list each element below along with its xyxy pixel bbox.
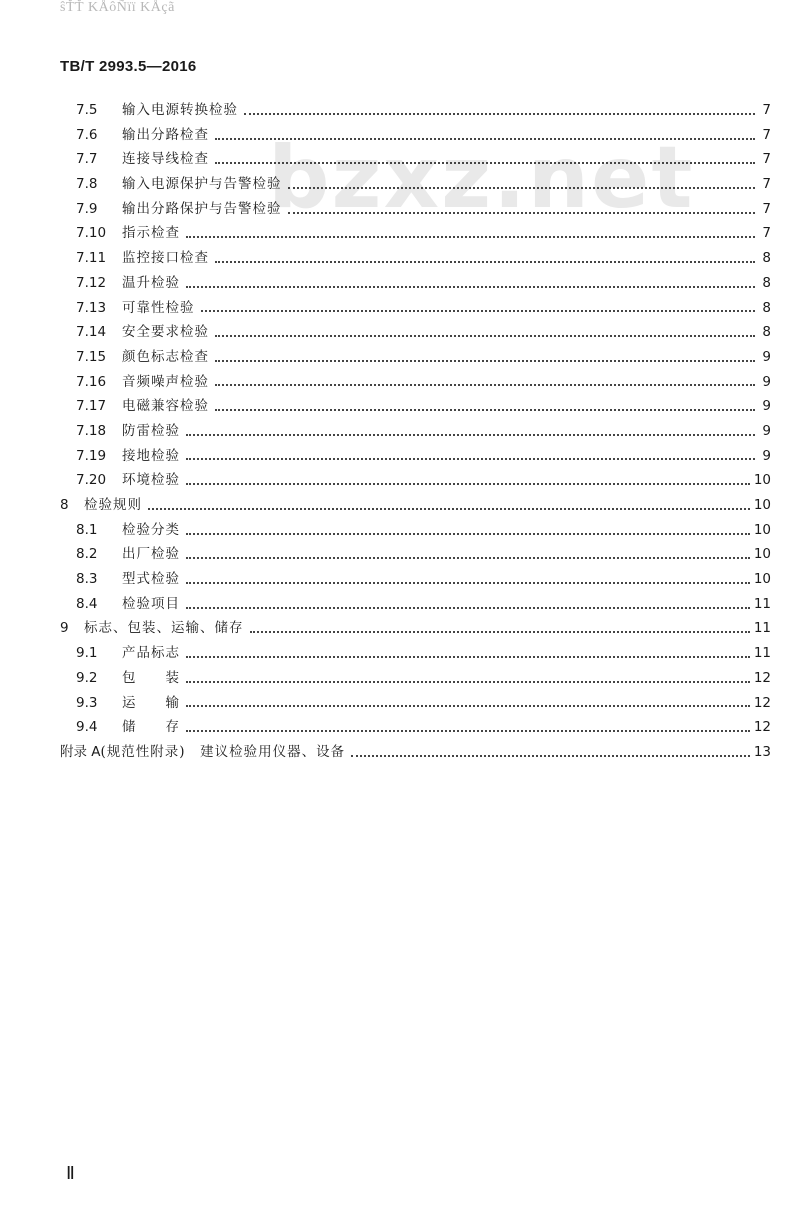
toc-entry-title: 输出分路保护与告警检验 (122, 200, 282, 217)
toc-entry-title: 电磁兼容检验 (122, 398, 209, 415)
toc-entry-title: 出厂检验 (122, 546, 180, 563)
toc-entry[interactable] (0, 394, 800, 419)
toc-entry-page: 7 (762, 225, 771, 242)
toc-entry-number: 7.18 (76, 422, 107, 439)
toc-entry[interactable] (0, 542, 800, 567)
toc-dot-leader (186, 606, 750, 609)
toc-dot-leader (186, 433, 755, 436)
toc-entry-title: 防雷检验 (122, 422, 180, 439)
toc-entry[interactable] (0, 493, 800, 518)
toc-entry-number: 7.20 (76, 472, 107, 489)
toc-entry-title: 连接导线检查 (122, 151, 209, 168)
toc-entry-title: 音频噪声检验 (122, 373, 209, 390)
toc-dot-leader (215, 161, 755, 164)
toc-entry-title: 指示检查 (122, 225, 180, 242)
toc-entry-number: 8.4 (76, 595, 98, 612)
toc-dot-leader (186, 655, 750, 658)
toc-entry-number: 9.4 (76, 719, 98, 736)
toc-entry-title: 输入电源保护与告警检验 (122, 176, 282, 193)
toc-entry-page: 8 (762, 324, 771, 341)
toc-entry-title: 包 装 (122, 669, 180, 686)
toc-entry-title: 型式检验 (122, 571, 180, 588)
toc-dot-leader (186, 235, 755, 238)
toc-entry[interactable] (0, 172, 800, 197)
toc-entry-page: 7 (762, 126, 771, 143)
toc-dot-leader (215, 359, 755, 362)
toc-entry-title: 输出分路检查 (122, 126, 209, 143)
toc-entry-page: 8 (762, 299, 771, 316)
toc-entry-number: 7.19 (76, 447, 107, 464)
toc-entry-title: 温升检验 (122, 274, 180, 291)
toc-dot-leader (186, 556, 750, 559)
toc-entry-number: 7.16 (76, 373, 107, 390)
toc-entry-number: 8 (60, 497, 69, 513)
toc-dot-leader (351, 754, 750, 757)
toc-entry-number: 9.1 (76, 645, 98, 662)
toc-entry-page: 12 (753, 669, 771, 686)
toc-entry-title: 储 存 (122, 719, 180, 736)
toc-entry[interactable] (0, 345, 800, 370)
header-garbled-text: ŝŤŤ KÅôÑïï KÅçã (60, 0, 175, 15)
toc-entry-number: 9.3 (76, 694, 98, 711)
toc-entry-number: 7.11 (76, 250, 107, 267)
toc-entry-page: 8 (762, 250, 771, 267)
toc-entry-page: 13 (753, 743, 771, 760)
toc-entry[interactable] (0, 691, 800, 716)
toc-entry-page: 10 (753, 571, 771, 588)
toc-entry-title: 可靠性检验 (122, 299, 195, 316)
toc-entry-title: 监控接口检查 (122, 250, 209, 267)
toc-entry-number: 8.3 (76, 571, 98, 588)
toc-entry-title: 颜色标志检查 (122, 348, 209, 365)
toc-entry[interactable] (0, 147, 800, 172)
toc-entry[interactable] (0, 518, 800, 543)
toc-dot-leader (201, 309, 756, 312)
toc-dot-leader (186, 532, 750, 535)
toc-entry[interactable] (0, 567, 800, 592)
toc-dot-leader (186, 457, 755, 460)
toc-entry-title: 输入电源转换检验 (122, 102, 238, 118)
toc-dot-leader (186, 482, 750, 485)
toc-dot-leader (186, 581, 750, 584)
toc-entry[interactable] (0, 468, 800, 493)
toc-entry-title: 环境检验 (122, 472, 180, 489)
toc-entry-page: 12 (753, 694, 771, 711)
toc-entry-page: 12 (753, 719, 771, 736)
toc-entry[interactable] (0, 666, 800, 691)
toc-dot-leader (186, 680, 750, 683)
toc-entry[interactable] (0, 271, 800, 296)
toc-entry-title: 接地检验 (122, 447, 180, 464)
toc-dot-leader (186, 704, 750, 707)
toc-entry-number: 7.5 (76, 102, 98, 118)
toc-entry-title: 检验项目 (122, 595, 180, 612)
toc-entry[interactable] (0, 123, 800, 148)
toc-entry-page: 9 (762, 348, 771, 365)
toc-entry[interactable] (0, 246, 800, 271)
toc-entry-number: 7.8 (76, 176, 98, 193)
table-of-contents (0, 98, 800, 765)
toc-entry-title: 安全要求检验 (122, 324, 209, 341)
toc-entry-title: 检验分类 (122, 521, 180, 538)
toc-entry-page: 9 (762, 447, 771, 464)
toc-dot-leader (215, 383, 755, 386)
toc-entry-title: 检验规则 (84, 497, 142, 513)
toc-entry-number: 7.15 (76, 348, 107, 365)
toc-entry-number: 7.10 (76, 225, 107, 242)
page-number: Ⅱ (66, 1163, 75, 1183)
toc-entry[interactable] (0, 370, 800, 395)
toc-entry-page: 7 (762, 176, 771, 193)
toc-entry-page: 10 (753, 546, 771, 563)
toc-entry-number: 7.17 (76, 398, 107, 415)
toc-entry-page: 7 (762, 151, 771, 168)
toc-entry-page: 9 (762, 398, 771, 415)
toc-dot-leader (186, 285, 755, 288)
toc-entry[interactable] (0, 592, 800, 617)
toc-dot-leader (215, 334, 755, 337)
toc-entry-page: 7 (762, 102, 771, 118)
toc-entry-page: 11 (753, 595, 771, 612)
toc-entry-number: 7.14 (76, 324, 107, 341)
toc-entry-page: 11 (753, 645, 771, 662)
document-code: TB/T 2993.5—2016 (60, 58, 197, 75)
toc-dot-leader (148, 507, 750, 510)
toc-entry-number: 9.2 (76, 669, 98, 686)
toc-entry-number: 9 (60, 620, 69, 637)
toc-dot-leader (288, 211, 756, 214)
toc-entry-title: 运 输 (122, 694, 180, 711)
toc-entry-number: 7.13 (76, 299, 107, 316)
toc-entry-number: 8.2 (76, 546, 98, 563)
toc-entry-page: 10 (753, 497, 771, 513)
toc-entry-number: 7.7 (76, 151, 98, 168)
toc-entry[interactable] (0, 616, 800, 641)
toc-entry[interactable] (0, 98, 800, 123)
toc-entry-page: 9 (762, 422, 771, 439)
toc-entry-number: 附录 A (60, 743, 101, 760)
toc-dot-leader (186, 729, 750, 732)
toc-entry-number: 8.1 (76, 521, 98, 538)
toc-entry[interactable] (0, 444, 800, 469)
toc-entry-page: 9 (762, 373, 771, 390)
toc-dot-leader (288, 186, 756, 189)
toc-entry-title: 标志、包装、运输、储存 (84, 620, 244, 637)
toc-entry-number: 7.12 (76, 274, 107, 291)
toc-entry[interactable] (0, 320, 800, 345)
toc-entry-number: 7.9 (76, 200, 98, 217)
toc-entry-title: (规范性附录) 建议检验用仪器、设备 (100, 743, 346, 760)
toc-dot-leader (215, 260, 755, 263)
toc-dot-leader (250, 630, 750, 633)
toc-entry-title: 产品标志 (122, 645, 180, 662)
toc-entry[interactable] (0, 221, 800, 246)
toc-entry-page: 8 (762, 274, 771, 291)
toc-entry[interactable] (0, 740, 800, 765)
toc-entry-page: 10 (753, 472, 771, 489)
toc-entry[interactable] (0, 641, 800, 666)
toc-entry-number: 7.6 (76, 126, 98, 143)
toc-dot-leader (215, 408, 755, 411)
toc-entry[interactable] (0, 419, 800, 444)
toc-dot-leader (244, 112, 755, 115)
toc-entry-page: 10 (753, 521, 771, 538)
toc-dot-leader (215, 137, 755, 140)
toc-entry-page: 7 (762, 200, 771, 217)
toc-entry-page: 11 (753, 620, 771, 637)
toc-entry[interactable] (0, 296, 800, 321)
watermark: bzxz.net (268, 128, 695, 228)
toc-entry[interactable] (0, 197, 800, 222)
toc-entry[interactable] (0, 715, 800, 740)
